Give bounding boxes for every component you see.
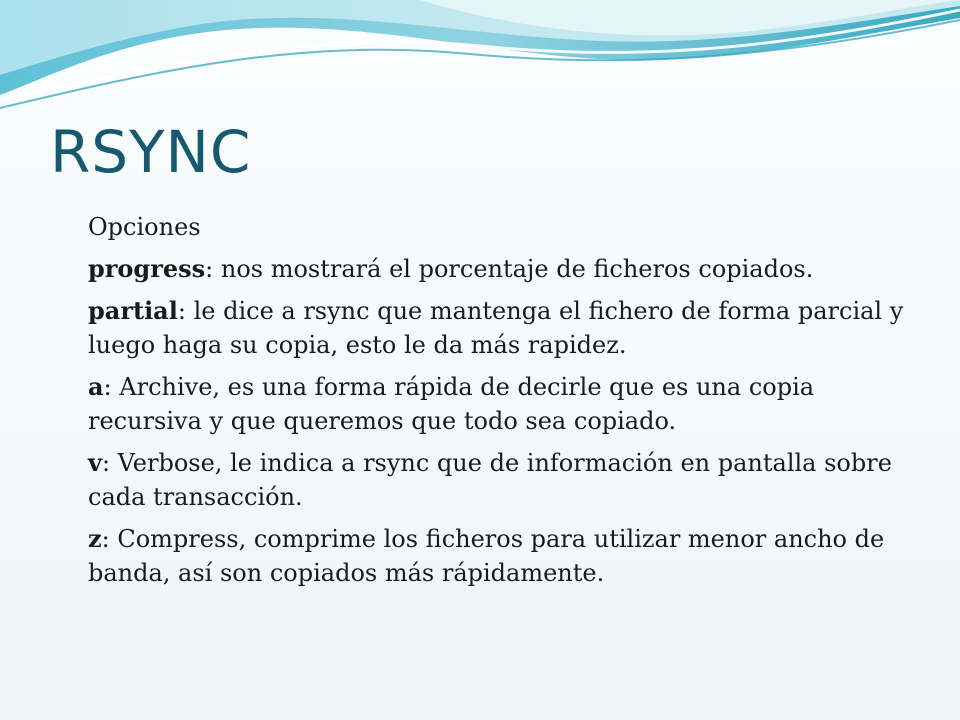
decorative-wave-header <box>0 0 960 120</box>
slide-title: RSYNC <box>50 118 252 186</box>
option-key: progress <box>88 254 206 283</box>
option-separator: : <box>101 449 118 477</box>
option-partial <box>88 294 918 362</box>
option-description: le dice a rsync que mantenga el fichero de forma parcial y luego haga su copia, esto le da más rapidez. <box>88 297 904 359</box>
option-key: v <box>88 448 102 477</box>
option-description: Compress, comprime los ficheros para utilizar menor ancho de banda, así son copiados más rápidamente. <box>88 525 885 587</box>
option-z <box>88 522 918 590</box>
option-key: partial <box>88 296 178 325</box>
option-description: Archive, es una forma rápida de decirle que es una copia recursiva y que queremos que todo sea copiado. <box>88 373 815 435</box>
option-description: Verbose, le indica a rsync que de información en pantalla sobre cada transacción. <box>88 449 892 511</box>
slide-body <box>88 210 918 598</box>
option-key: a <box>88 372 104 401</box>
options-heading: Opciones <box>88 213 201 241</box>
option-progress <box>88 252 918 286</box>
option-separator: : <box>205 255 221 283</box>
option-separator: : <box>177 297 194 325</box>
option-a <box>88 370 918 438</box>
option-v <box>88 446 918 514</box>
option-separator: : <box>103 373 120 401</box>
option-separator: : <box>101 525 118 553</box>
option-description: nos mostrará el porcentaje de ficheros copiados. <box>220 255 814 283</box>
option-key: z <box>88 524 102 553</box>
